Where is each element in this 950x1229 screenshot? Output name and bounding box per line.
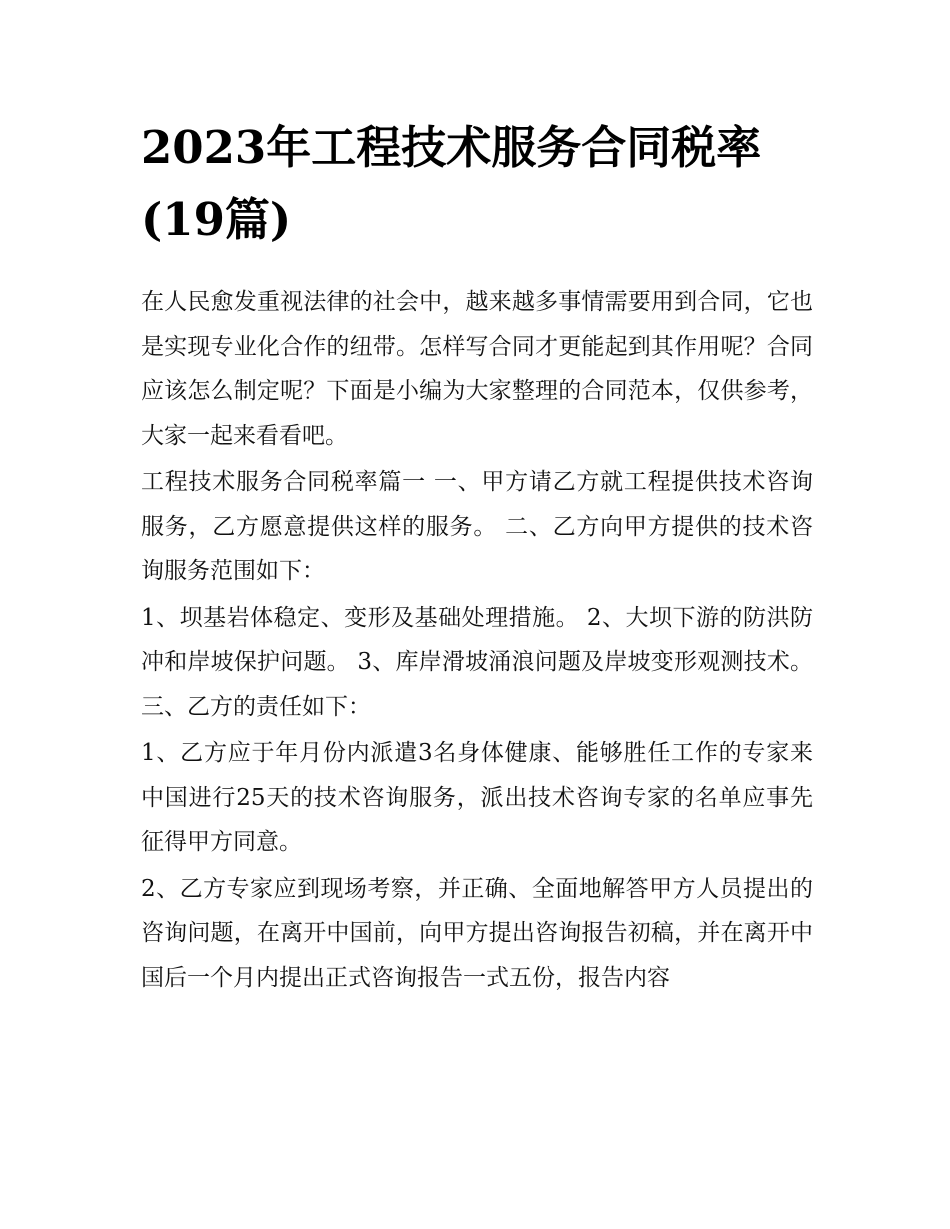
paragraph-duty-one: 1、乙方应于年月份内派遣3名身体健康、能够胜任工作的专家来中国进行25天的技术咨询服务，派出技术咨询专家的名单应事先征得甲方同意。 [141, 740, 813, 855]
paragraph-duty-two: 2、乙方专家应到现场考察，并正确、全面地解答甲方人员提出的咨询问题，在离开中国前，向甲方提出咨询报告初稿，并在离开中国后一个月内提出正式咨询报告一式五份，报告内容 [141, 875, 813, 991]
paragraph-intro: 在人民愈发重视法律的社会中，越来越多事情需要用到合同，它也是实现专业化合作的纽带。怎样写合同才更能起到其作用呢？合同应该怎么制定呢？下面是小编为大家整理的合同范本，仅供参考，大家一起来看看吧。 [141, 289, 813, 449]
document-title: 2023年工程技术服务合同税率(19篇) [141, 121, 762, 246]
paragraph-article-one: 工程技术服务合同税率篇一 一、甲方请乙方就工程提供技术咨询服务，乙方愿意提供这样的服务。 二、乙方向甲方提供的技术咨询服务范围如下： [141, 469, 813, 584]
document-body [141, 112, 813, 1000]
paragraph-scope-items: 1、坝基岩体稳定、变形及基础处理措施。 2、大坝下游的防洪防冲和岸坡保护问题。 3、库岸滑坡涌浪问题及岸坡变形观测技术。 三、乙方的责任如下： [141, 604, 813, 720]
